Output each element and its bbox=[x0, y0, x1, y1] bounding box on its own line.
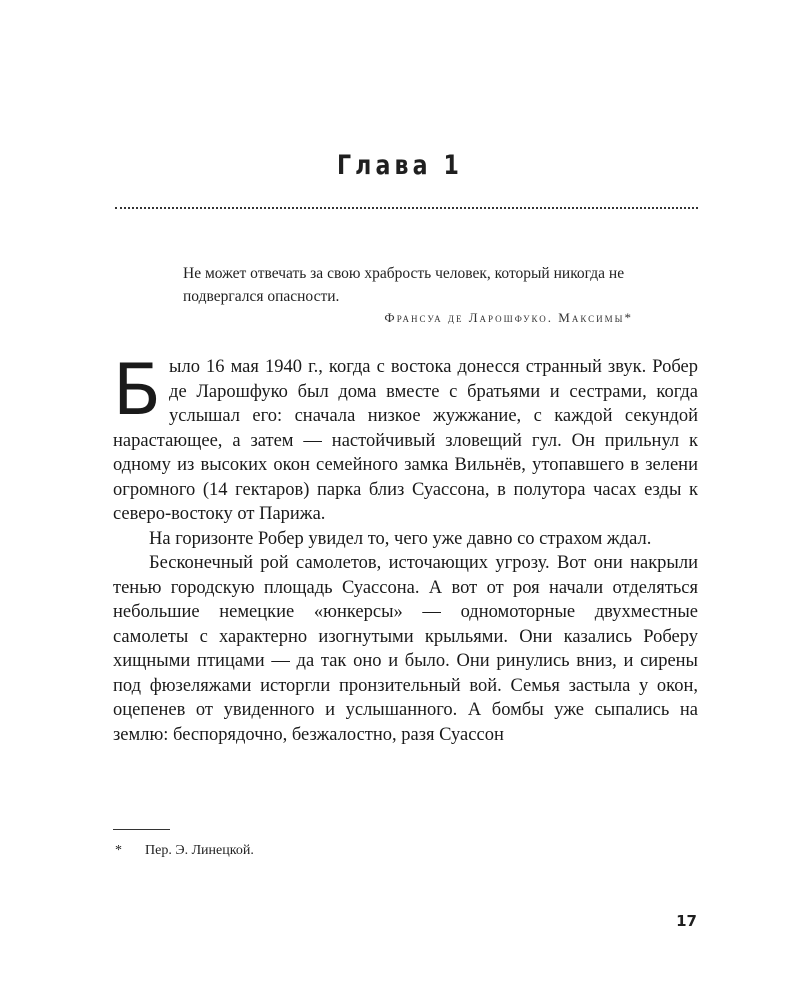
paragraph-1 bbox=[113, 349, 698, 527]
chapter-title: Глава 1 bbox=[336, 150, 464, 181]
drop-cap: Б bbox=[113, 349, 162, 431]
page-number: 17 bbox=[676, 912, 697, 930]
epigraph-source: Франсуа де Ларошфуко. Максимы* bbox=[384, 310, 633, 325]
footnote-divider bbox=[113, 829, 170, 830]
paragraph-3: Бесконечный рой самолетов, источающих угрозу. Вот они накрыли тенью городскую площадь Суассона. А вот от роя начали отделяться небольшие немецкие «юнкерсы» — одномоторные двухместные самолеты с характерно изогнутыми крыльями. Они казались Роберу хищными птицами — да так оно и было. Они ринулись вниз, и сирены под фюзеляжами исторгли пронзительный вой. Семья застыла у окон, оцепенев от увиденного и услышанного. А бомбы уже сыпались на землю: беспорядочно, безжалостно, разя Суассон bbox=[113, 553, 698, 745]
footnote-text: Пер. Э. Линецкой. bbox=[145, 843, 254, 858]
title-divider bbox=[115, 207, 698, 209]
paragraph-1-text: ыло 16 мая 1940 г., когда с востока донесся странный звук. Робер де Ларошфуко был дома вместе с братьями и сестрами, когда услышал его: сначала низкое жужжание, с каждой секундой нарастающее, а затем — настойчивый зловещий гул. Он прильнул к одному из высоких окон семейного замка Вильнёв, утопавшего в зелени огромного (14 гектаров) парка близ Суассона, в полутора часах езды к северо-востоку от Парижа. bbox=[113, 357, 698, 524]
footnote-mark: * bbox=[115, 843, 122, 858]
body-text bbox=[113, 349, 698, 747]
epigraph-text: Не может отвечать за свою храбрость человек, который никогда не подвергался опасности. bbox=[183, 265, 625, 305]
paragraph-2: На горизонте Робер увидел то, чего уже давно со страхом ждал. bbox=[149, 528, 652, 549]
footnote bbox=[115, 843, 254, 859]
